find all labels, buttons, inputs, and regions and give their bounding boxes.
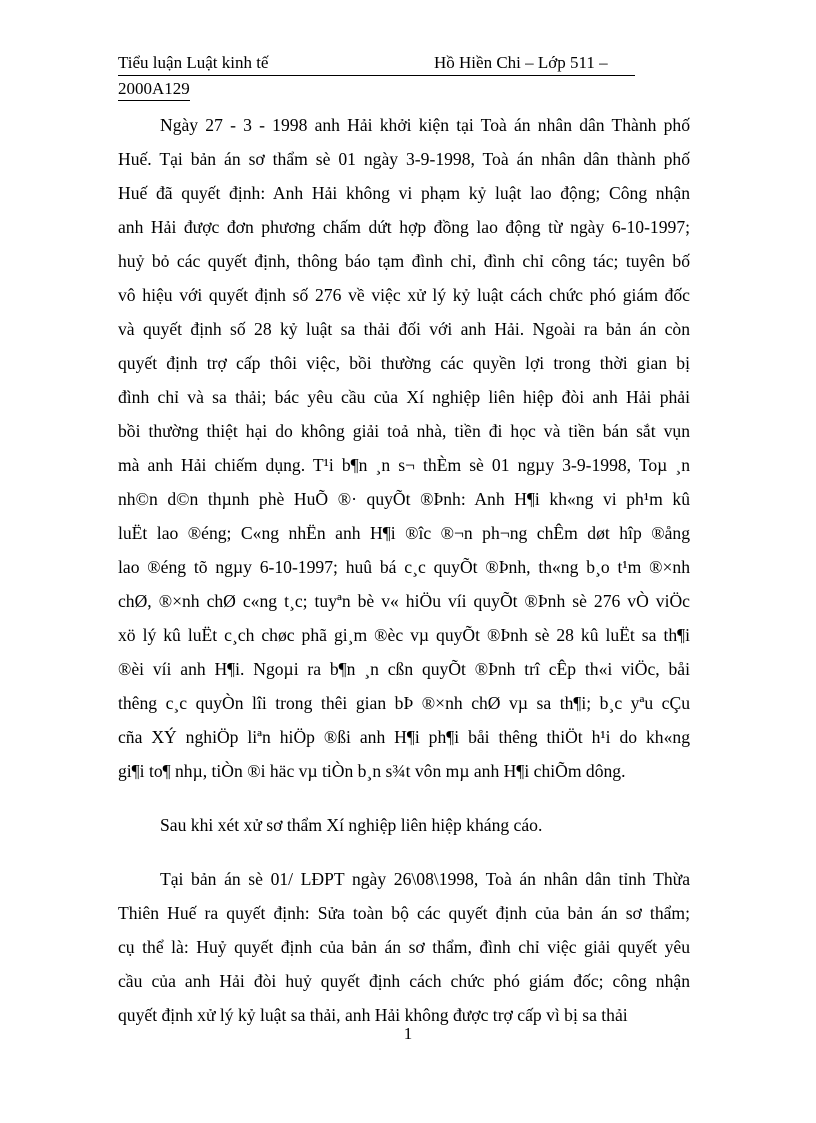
text-line: nh©n d©n thµnh phè HuÕ ®· quyÕt ®Þnh: Anh H¶i kh«ng vi ph¹m kû	[118, 489, 690, 509]
page-number: 1	[403, 1024, 413, 1043]
text-line: Sau khi xét xử sơ thẩm Xí nghiệp liên hiệp kháng cáo.	[160, 815, 543, 835]
text-line: thêng c¸c quyÒn lîi trong thêi gian bÞ ®×nh chØ vµ sa th¶i; b¸c yªu cÇu	[118, 693, 690, 713]
text-line: xö lý kû luËt c¸ch chøc phã gi¸m ®èc vµ quyÕt ®Þnh sè 28 kû luËt sa th¶i	[118, 625, 690, 645]
paragraph	[118, 862, 690, 1032]
paragraph	[118, 808, 690, 842]
text-line: Huế đã quyết định: Anh Hải không vi phạm kỷ luật lao động; Công nhận	[118, 183, 690, 203]
page-header	[118, 50, 638, 101]
text-line: quyết định xử lý kỷ luật sa thải, anh Hải không được trợ cấp vì bị sa thải	[118, 1005, 628, 1025]
header-line	[118, 50, 635, 76]
text-line: Tại bản án sè 01/ LĐPT ngày 26\08\1998, Toà án nhân dân tỉnh Thừa	[160, 869, 690, 889]
text-line: Huế. Tại bản án sơ thẩm sè 01 ngày 3-9-1998, Toà án nhân dân thành phố	[118, 149, 690, 169]
text-line: huỷ bỏ các quyết định, thông báo tạm đình chỉ, đình chỉ công tác; tuyên bố	[118, 251, 690, 271]
text-line: vô hiệu với quyết định số 276 về việc xử lý kỷ luật cách chức phó giám đốc	[118, 285, 690, 305]
text-line: Thiên Huế ra quyết định: Sửa toàn bộ các quyết định của bản án sơ thẩm;	[118, 903, 690, 923]
paragraph	[118, 108, 690, 788]
paragraph-gap	[118, 842, 690, 862]
text-line: quyết định trợ cấp thôi việc, bồi thường các quyền lợi trong thời gian bị	[118, 353, 690, 373]
paragraph-gap	[118, 788, 690, 808]
text-line: gi¶i to¶ nhµ, tiÒn ®i häc vµ tiÒn b¸n s¾t vôn mµ anh H¶i chiÕm dông.	[118, 761, 626, 781]
text-line: cụ thể là: Huỷ quyết định của bản án sơ thẩm, đình chỉ việc giải quyết yêu	[118, 937, 690, 957]
text-line: luËt lao ®éng; C«ng nhËn anh H¶i ®îc ®¬n ph¬ng chÊm døt hîp ®ång	[118, 523, 690, 543]
text-line: lao ®éng tõ ngµy 6-10-1997; huû bá c¸c quyÕt ®Þnh, th«ng b¸o t¹m ®×nh	[118, 557, 690, 577]
text-line: đình chỉ và sa thải; bác yêu cầu của Xí nghiệp liên hiệp đòi anh Hải phải	[118, 387, 690, 407]
text-line: ®èi víi anh H¶i. Ngoµi ra b¶n ¸n cßn quyÕt ®Þnh trî cÊp th«i viÖc, båi	[118, 659, 690, 679]
header-class-code: 2000A129	[118, 78, 190, 101]
text-line: bồi thường thiệt hại do không giải toả nhà, tiền đi học và tiền bán sắt vụn	[118, 421, 690, 441]
text-line: anh Hải được đơn phương chấm dứt hợp đồng lao động từ ngày 6-10-1997;	[118, 217, 690, 237]
header-course-title: Tiểu luận Luật kinh tế	[118, 53, 269, 72]
text-line: và quyết định số 28 kỷ luật sa thải đối với anh Hải. Ngoài ra bản án còn	[118, 319, 690, 339]
document-body	[118, 108, 690, 1032]
text-line: chØ, ®×nh chØ c«ng t¸c; tuyªn bè v« hiÖu víi quyÕt ®Þnh sè 276 vÒ viÖc	[118, 591, 690, 611]
text-line: mà anh Hải chiếm dụng. T¹i b¶n ¸n s¬ thÈm sè 01 ngµy 3-9-1998, Toµ ¸n	[118, 455, 690, 475]
text-line: cña XÝ nghiÖp liªn hiÖp ®ßi anh H¶i ph¶i båi thêng thiÖt h¹i do kh«ng	[118, 727, 690, 747]
text-line: Ngày 27 - 3 - 1998 anh Hải khởi kiện tại Toà án nhân dân Thành phố	[160, 115, 690, 135]
header-author-class: Hồ Hiền Chi – Lớp 511 –	[434, 53, 608, 72]
text-line: cầu của anh Hải đòi huỷ quyết định cách chức phó giám đốc; công nhận	[118, 971, 690, 991]
